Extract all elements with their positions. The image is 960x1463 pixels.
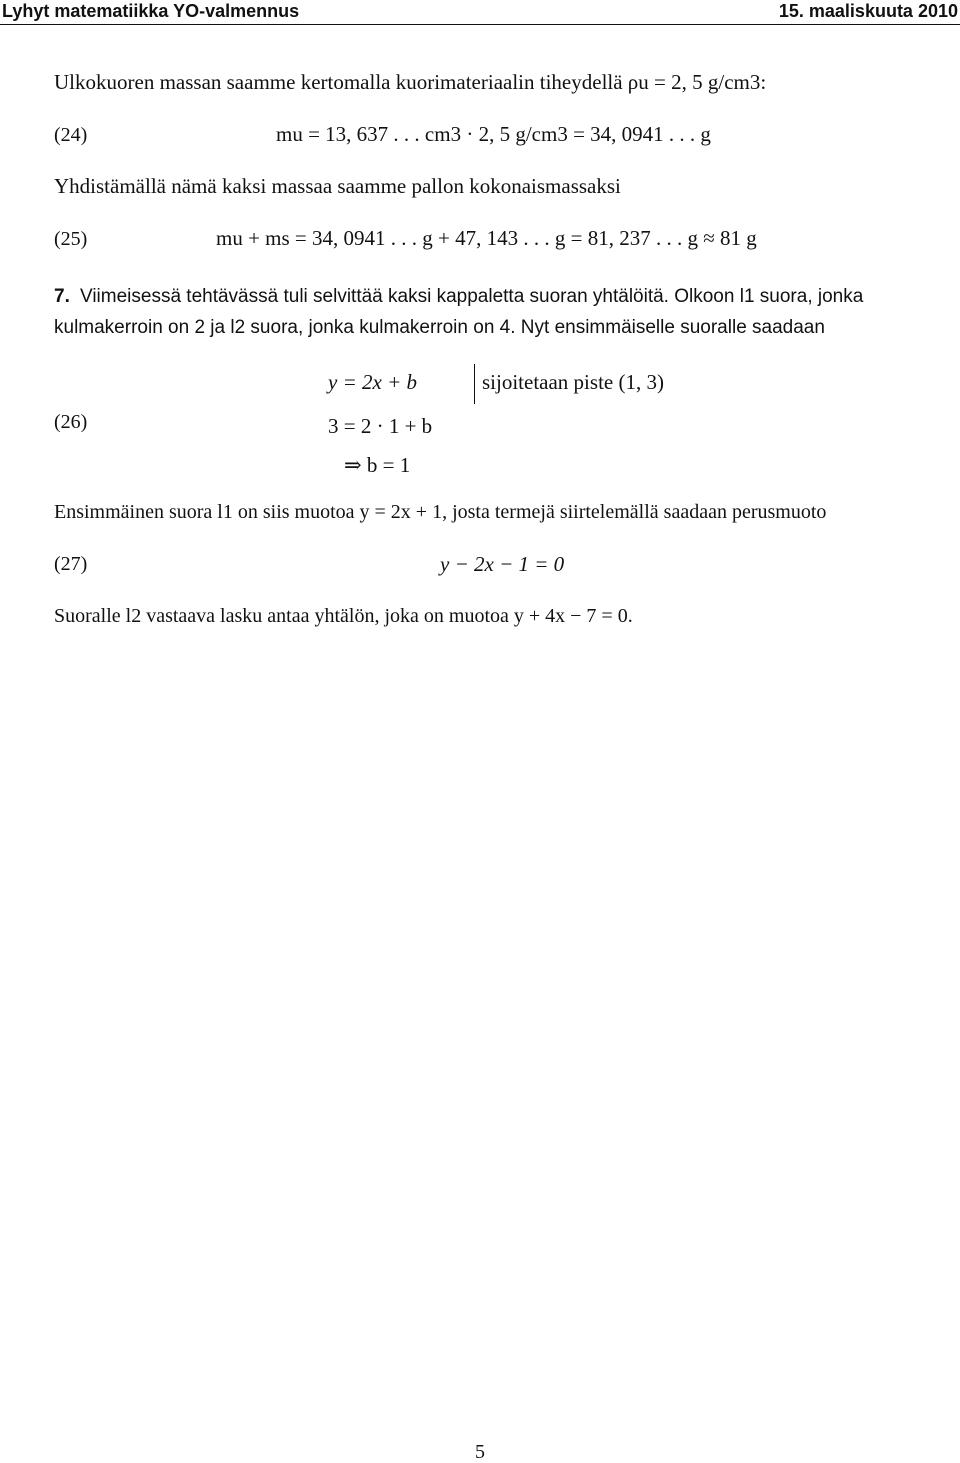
page-header	[0, 0, 960, 26]
equation-27-body: y − 2x − 1 = 0	[440, 552, 565, 576]
equation-26-line2: 3 = 2 · 1 + b	[328, 414, 433, 438]
paragraph-second-line: Suoralle l2 vastaava lasku antaa yhtälön, joka on muotoa y + 4x − 7 = 0.	[54, 605, 633, 627]
equation-27-number: (27)	[54, 553, 88, 575]
paragraph-outer-shell-mass: Ulkokuoren massan saamme kertomalla kuorimateriaalin tiheydellä ρu = 2, 5 g/cm3:	[54, 70, 767, 94]
equation-26-line3: ⇒ b = 1	[344, 453, 411, 477]
paragraph-first-line-form: Ensimmäinen suora l1 on siis muotoa y = 2x + 1, josta termejä siirtelemällä saadaan perusmuoto	[54, 501, 827, 523]
equation-26-note: sijoitetaan piste (1, 3)	[482, 370, 664, 394]
header-rule	[0, 24, 960, 25]
equation-26-line1: y = 2x + b	[328, 370, 417, 394]
equation-25-number: (25)	[54, 228, 88, 250]
equation-26-separator	[474, 364, 475, 404]
equation-24-number: (24)	[54, 124, 88, 146]
header-date: 15. maaliskuuta 2010	[778, 1, 958, 21]
page-number: 5	[475, 1441, 485, 1463]
paragraph-task7-line2: kulmakerroin on 2 ja l2 suora, jonka kulmakerroin on 4. Nyt ensimmäiselle suoralle saadaan	[54, 317, 825, 338]
paragraph-total-mass: Yhdistämällä nämä kaksi massaa saamme pallon kokonaismassaksi	[54, 174, 621, 198]
header-title: Lyhyt matematiikka YO-valmennus	[2, 1, 300, 21]
equation-26-number: (26)	[54, 411, 88, 433]
equation-25-body: mu + ms = 34, 0941 . . . g + 47, 143 . . . g = 81, 237 . . . g ≈ 81 g	[216, 226, 757, 250]
paragraph-task7-line1: Viimeisessä tehtävässä tuli selvittää kaksi kappaletta suoran yhtälöitä. Olkoon l1 suora, jonka	[80, 286, 864, 307]
task-number: 7.	[54, 286, 70, 307]
equation-24-body: mu = 13, 637 . . . cm3 · 2, 5 g/cm3 = 34, 0941 . . . g	[276, 122, 711, 146]
